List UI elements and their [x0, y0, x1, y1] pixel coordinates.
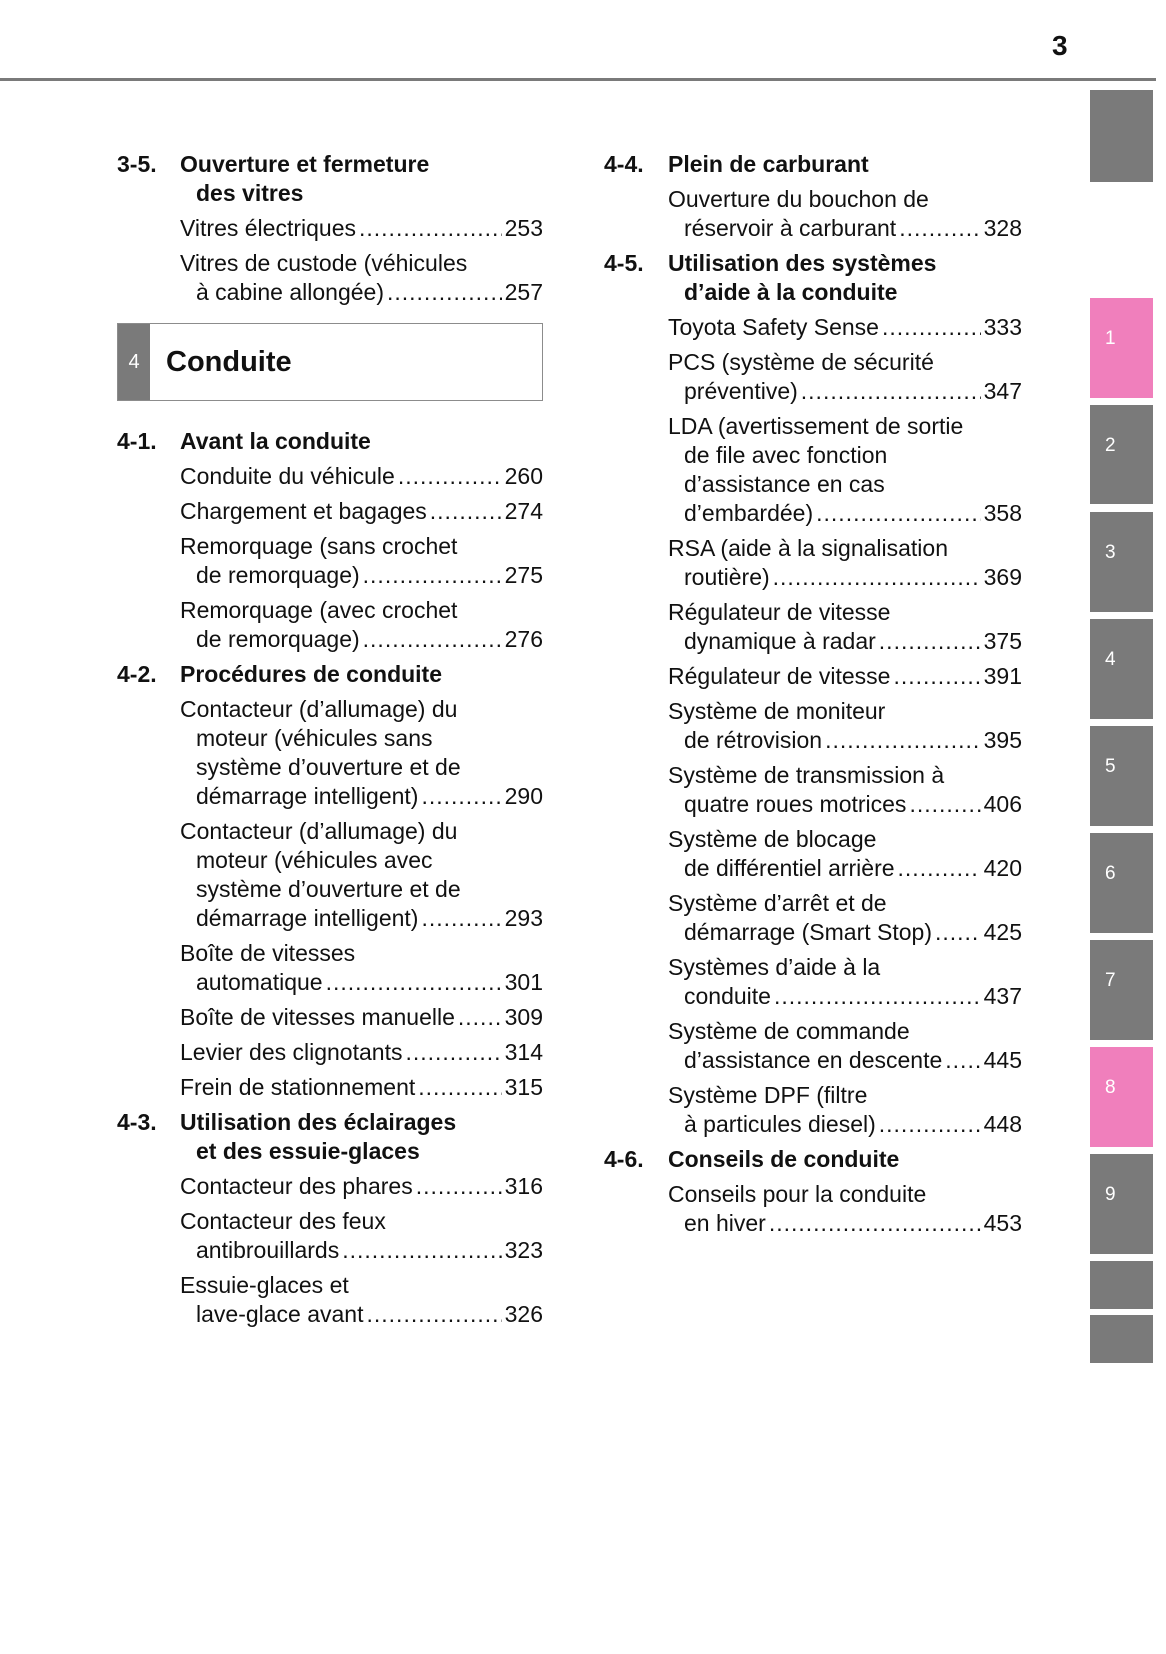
toc-entry-title-line: Systèmes d’aide à la [668, 954, 881, 980]
toc-entry[interactable] [180, 1172, 543, 1201]
toc-right-column [604, 150, 1022, 1244]
toc-entry-last-line [668, 627, 1022, 656]
toc-entry-title-line: Contacteur des feux [180, 1208, 386, 1234]
toc-entry-title-line: Régulateur de vitesse [668, 599, 891, 625]
section-title: Ouverture et fermeture [180, 151, 430, 177]
toc-entry-title-line: Remorquage (sans crochet [180, 533, 458, 559]
chapter-tab-label: 3 [1105, 542, 1116, 563]
toc-entry-title-line: Vitres de custode (véhicules [180, 250, 468, 276]
toc-entry-title-line: Conseils pour la conduite [668, 1181, 927, 1207]
toc-entry-title-line: Ouverture du bouchon de [668, 186, 929, 212]
toc-entry-last-line [668, 1046, 1022, 1075]
toc-entry-title: Toyota Safety Sense [668, 314, 879, 340]
toc-entry-title: lave-glace avant [196, 1301, 364, 1327]
section-heading[interactable] [117, 427, 543, 456]
toc-entry-last-line [668, 499, 1022, 528]
toc-entry[interactable] [180, 1003, 543, 1032]
toc-entry-list [117, 214, 543, 307]
dot-leader [935, 918, 981, 947]
toc-entry-page: 309 [504, 1004, 543, 1030]
chapter-header[interactable] [117, 323, 543, 401]
toc-entry-title: Régulateur de vitesse [668, 663, 891, 689]
toc-entry-list [117, 462, 543, 654]
toc-entry-page: 406 [983, 791, 1022, 817]
toc-entry-title: Conduite du véhicule [180, 463, 395, 489]
dot-leader [342, 1236, 501, 1265]
toc-entry-title: démarrage intelligent) [196, 905, 419, 931]
toc-entry[interactable] [668, 1017, 1022, 1075]
toc-entry-last-line [180, 278, 543, 307]
toc-entry-last-line [668, 214, 1022, 243]
toc-entry-page: 326 [504, 1301, 543, 1327]
toc-entry-page: 425 [983, 919, 1022, 945]
chapter-tab[interactable] [1090, 726, 1153, 826]
chapter-tab-label: 5 [1105, 756, 1116, 777]
chapter-tab-label: 9 [1105, 1184, 1116, 1205]
toc-entry-page: 448 [983, 1111, 1022, 1137]
toc-entry-page: 260 [504, 463, 543, 489]
section-title-continued: des vitres [196, 180, 304, 206]
section-heading[interactable] [604, 1145, 1022, 1174]
toc-entry-last-line [180, 1300, 543, 1329]
toc-entry[interactable] [180, 532, 543, 590]
toc-entry-title: automatique [196, 969, 323, 995]
toc-entry-title: réservoir à carburant [684, 215, 897, 241]
toc-entry-title-line: Système de moniteur [668, 698, 886, 724]
toc-entry-last-line [180, 1038, 543, 1067]
toc-entry-page: 445 [983, 1047, 1022, 1073]
toc-entry-title: démarrage (Smart Stop) [684, 919, 932, 945]
toc-entry-last-line [668, 662, 1022, 691]
toc-entry[interactable] [668, 185, 1022, 243]
toc-entry-last-line [180, 782, 543, 811]
dot-leader [421, 904, 501, 933]
toc-entry-page: 275 [504, 562, 543, 588]
dot-leader [405, 1038, 501, 1067]
toc-entry[interactable] [180, 817, 543, 933]
toc-entry-title: routière) [684, 564, 770, 590]
toc-entry-page: 391 [983, 663, 1022, 689]
toc-entry-page: 290 [504, 783, 543, 809]
section-title-continued: d’aide à la conduite [684, 279, 898, 305]
toc-entry-title-line: RSA (aide à la signalisation [668, 535, 948, 561]
toc-entry[interactable] [180, 939, 543, 997]
chapter-tab-label: 7 [1105, 970, 1116, 991]
toc-entry[interactable] [180, 214, 543, 243]
dot-leader [326, 968, 502, 997]
toc-entry[interactable] [668, 1180, 1022, 1238]
section-heading[interactable] [117, 1108, 543, 1166]
chapter-tab[interactable] [1090, 1315, 1153, 1363]
toc-entry-title-line: Contacteur (d’allumage) du [180, 818, 458, 844]
toc-left-column [117, 150, 543, 1335]
dot-leader [387, 278, 502, 307]
toc-entry[interactable] [180, 1073, 543, 1102]
toc-entry-last-line [180, 561, 543, 590]
toc-entry-title-line: Système DPF (filtre [668, 1082, 868, 1108]
dot-leader [882, 313, 981, 342]
chapter-tab-label: 4 [1105, 649, 1116, 670]
toc-entry-last-line [180, 497, 543, 526]
toc-entry-page: 358 [983, 500, 1022, 526]
dot-leader [769, 1209, 981, 1238]
chapter-tab-label: 6 [1105, 863, 1116, 884]
dot-leader [416, 1172, 502, 1201]
section-number: 4-2. [117, 661, 157, 687]
toc-entry-last-line [668, 313, 1022, 342]
toc-entry-title-line: de file avec fonction [684, 442, 888, 468]
chapter-title: Conduite [166, 345, 292, 378]
toc-entry-last-line [668, 854, 1022, 883]
section-number: 3-5. [117, 151, 157, 177]
toc-entry-title: à cabine allongée) [196, 279, 384, 305]
section-title: Plein de carburant [668, 151, 869, 177]
dot-leader [774, 982, 981, 1011]
toc-entry-page: 301 [504, 969, 543, 995]
chapter-tab-label: 2 [1105, 435, 1116, 456]
toc-entry-title: d’assistance en descente [684, 1047, 943, 1073]
toc-entry[interactable] [668, 598, 1022, 656]
toc-entry-page: 253 [504, 215, 543, 241]
toc-entry-last-line [180, 1073, 543, 1102]
toc-entry-page: 276 [504, 626, 543, 652]
toc-entry[interactable] [180, 695, 543, 811]
chapter-tab[interactable] [1090, 512, 1153, 612]
toc-entry[interactable] [668, 953, 1022, 1011]
chapter-tab[interactable] [1090, 1154, 1153, 1254]
toc-entry-title: de remorquage) [196, 626, 360, 652]
toc-entry-last-line [180, 1172, 543, 1201]
section-heading[interactable] [604, 150, 1022, 179]
toc-entry-title: quatre roues motrices [684, 791, 907, 817]
toc-entry-title-line: moteur (véhicules sans [196, 725, 433, 751]
toc-entry-page: 420 [983, 855, 1022, 881]
chapter-tab-label: 8 [1105, 1077, 1116, 1098]
dot-leader [363, 625, 502, 654]
toc-entry-last-line [668, 377, 1022, 406]
toc-entry[interactable] [180, 462, 543, 491]
page-number: 3 [1052, 30, 1068, 61]
toc-entry-title-line: système d’ouverture et de [196, 876, 461, 902]
toc-entry-title-line: Essuie-glaces et [180, 1272, 349, 1298]
toc-entry-page: 395 [983, 727, 1022, 753]
dot-leader [363, 561, 502, 590]
toc-entry-title-line: Remorquage (avec crochet [180, 597, 458, 623]
toc-entry-title-line: Boîte de vitesses [180, 940, 356, 966]
toc-entry-page: 437 [983, 983, 1022, 1009]
toc-entry-last-line [668, 790, 1022, 819]
chapter-tab[interactable] [1090, 298, 1153, 398]
toc-entry-list [117, 1172, 543, 1329]
toc-entry[interactable] [180, 1038, 543, 1067]
toc-entry-title: de différentiel arrière [684, 855, 895, 881]
toc-entry[interactable] [668, 761, 1022, 819]
section-title: Procédures de conduite [180, 661, 443, 687]
toc-entry[interactable] [668, 412, 1022, 528]
section-heading[interactable] [117, 660, 543, 689]
toc-entry-last-line [180, 1003, 543, 1032]
dot-leader [893, 662, 980, 691]
toc-entry-last-line [668, 1110, 1022, 1139]
toc-entry[interactable] [668, 662, 1022, 691]
dot-leader [816, 499, 980, 528]
toc-entry[interactable] [668, 348, 1022, 406]
toc-entry-last-line [180, 462, 543, 491]
section-number: 4-1. [117, 428, 157, 454]
section-title: Avant la conduite [180, 428, 371, 454]
toc-entry-last-line [180, 214, 543, 243]
section-title: Utilisation des systèmes [668, 250, 937, 276]
toc-entry-page: 347 [983, 378, 1022, 404]
toc-entry-last-line [180, 1236, 543, 1265]
dot-leader [898, 854, 981, 883]
dot-leader [773, 563, 981, 592]
toc-entry[interactable] [668, 534, 1022, 592]
toc-entry-last-line [180, 968, 543, 997]
chapter-tab[interactable] [1090, 405, 1153, 504]
dot-leader [909, 790, 980, 819]
dot-leader [825, 726, 981, 755]
toc-entry-title: préventive) [684, 378, 798, 404]
toc-entry[interactable] [180, 249, 543, 307]
toc-entry-title: à particules diesel) [684, 1111, 876, 1137]
toc-entry[interactable] [668, 697, 1022, 755]
toc-entry-last-line [668, 918, 1022, 947]
dot-leader [945, 1046, 980, 1075]
section-number: 4-5. [604, 250, 644, 276]
section-number: 4-3. [117, 1109, 157, 1135]
toc-entry-title: conduite [684, 983, 771, 1009]
header-rule [0, 78, 1156, 81]
toc-entry-page: 315 [504, 1074, 543, 1100]
toc-entry-last-line [180, 904, 543, 933]
section-title-continued: et des essuie-glaces [196, 1138, 420, 1164]
dot-leader [879, 1110, 981, 1139]
toc-entry-page: 328 [983, 215, 1022, 241]
chapter-tab[interactable] [1090, 90, 1153, 182]
toc-entry-title-line: PCS (système de sécurité [668, 349, 934, 375]
dot-leader [359, 214, 502, 243]
section-heading[interactable] [604, 249, 1022, 307]
section-heading[interactable] [117, 150, 543, 208]
toc-entry-last-line [668, 726, 1022, 755]
dot-leader [801, 377, 981, 406]
toc-entry-title: démarrage intelligent) [196, 783, 419, 809]
toc-entry-page: 257 [504, 279, 543, 305]
chapter-number: 4 [118, 324, 150, 400]
toc-entry-title: d’embardée) [684, 500, 814, 526]
chapter-tab[interactable] [1090, 1261, 1153, 1309]
toc-entry-title-line: Système d’arrêt et de [668, 890, 887, 916]
dot-leader [879, 627, 981, 656]
toc-entry-page: 316 [504, 1173, 543, 1199]
toc-entry-title: de rétrovision [684, 727, 823, 753]
chapter-tab[interactable] [1090, 1047, 1153, 1147]
toc-entry-title-line: moteur (véhicules avec [196, 847, 433, 873]
toc-entry-list [604, 185, 1022, 243]
toc-entry-title: Levier des clignotants [180, 1039, 403, 1065]
toc-entry-page: 323 [504, 1237, 543, 1263]
toc-entry-title: dynamique à radar [684, 628, 876, 654]
toc-entry-title: Boîte de vitesses manuelle [180, 1004, 455, 1030]
dot-leader [899, 214, 980, 243]
dot-leader [367, 1300, 502, 1329]
toc-entry-title: en hiver [684, 1210, 766, 1236]
toc-entry[interactable] [668, 889, 1022, 947]
section-title: Conseils de conduite [668, 1146, 900, 1172]
chapter-tab[interactable] [1090, 833, 1153, 933]
toc-entry[interactable] [180, 1207, 543, 1265]
section-number: 4-4. [604, 151, 644, 177]
toc-entry-page: 375 [983, 628, 1022, 654]
toc-entry-title-line: système d’ouverture et de [196, 754, 461, 780]
toc-entry[interactable] [180, 497, 543, 526]
toc-entry-title: Vitres électriques [180, 215, 356, 241]
section-number: 4-6. [604, 1146, 644, 1172]
toc-entry-title-line: Système de blocage [668, 826, 877, 852]
toc-entry-title-line: Système de transmission à [668, 762, 945, 788]
toc-entry-last-line [668, 982, 1022, 1011]
section-title: Utilisation des éclairages [180, 1109, 457, 1135]
toc-entry-last-line [668, 563, 1022, 592]
toc-entry-title: Contacteur des phares [180, 1173, 413, 1199]
toc-entry-last-line [668, 1209, 1022, 1238]
toc-entry-title: de remorquage) [196, 562, 360, 588]
dot-leader [458, 1003, 502, 1032]
toc-entry-list [117, 695, 543, 1102]
toc-entry-title-line: LDA (avertissement de sortie [668, 413, 964, 439]
toc-entry-title: Frein de stationnement [180, 1074, 416, 1100]
toc-entry-page: 369 [983, 564, 1022, 590]
dot-leader [398, 462, 502, 491]
toc-entry[interactable] [180, 596, 543, 654]
dot-leader [430, 497, 502, 526]
toc-entry-page: 293 [504, 905, 543, 931]
chapter-tab[interactable] [1090, 940, 1153, 1040]
toc-entry-page: 314 [504, 1039, 543, 1065]
toc-entry-last-line [180, 625, 543, 654]
dot-leader [418, 1073, 501, 1102]
toc-entry-list [604, 313, 1022, 1139]
toc-entry-title-line: d’assistance en cas [684, 471, 885, 497]
toc-entry-page: 333 [983, 314, 1022, 340]
toc-entry[interactable] [180, 1271, 543, 1329]
dot-leader [421, 782, 501, 811]
toc-entry-page: 453 [983, 1210, 1022, 1236]
toc-entry-title-line: Contacteur (d’allumage) du [180, 696, 458, 722]
toc-entry-title: antibrouillards [196, 1237, 340, 1263]
chapter-tab-label: 1 [1105, 328, 1116, 349]
toc-entry[interactable] [668, 1081, 1022, 1139]
toc-entry[interactable] [668, 825, 1022, 883]
toc-entry-list [604, 1180, 1022, 1238]
toc-entry-title: Chargement et bagages [180, 498, 427, 524]
toc-entry-title-line: Système de commande [668, 1018, 910, 1044]
chapter-tab[interactable] [1090, 619, 1153, 719]
toc-entry-page: 274 [504, 498, 543, 524]
toc-entry[interactable] [668, 313, 1022, 342]
